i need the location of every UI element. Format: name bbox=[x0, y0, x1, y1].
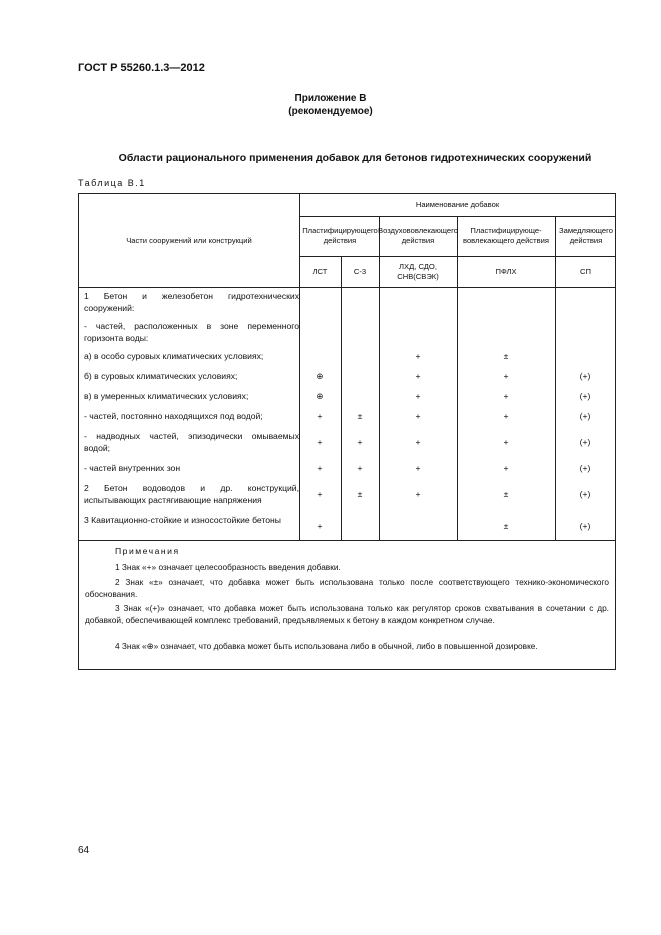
row-text: б) в суровых климатических условиях; bbox=[84, 371, 238, 381]
cell-mark: (+) bbox=[579, 411, 591, 421]
cell-mark: (+) bbox=[579, 489, 591, 499]
cell-mark: ± bbox=[503, 521, 509, 531]
note-item: 2 Знак «±» означает, что добавка может быть использована только после соответствующего технико-экономического обоснования. bbox=[85, 577, 609, 599]
note-item: 3 Знак «(+)» означает, что добавка может быть использована только как регулятор сроков схватывания в сочетании с др. добавкой, обеспечивающей комплекс требований, предъявляемых к бетону в каждом конкретном случае. bbox=[85, 603, 609, 625]
section-heading: Области рационального применения добавок для бетонов гидротехнических сооружений bbox=[118, 152, 592, 164]
cell-mark: (+) bbox=[579, 391, 591, 401]
cell-mark: (+) bbox=[579, 371, 591, 381]
code-pflh: ПФЛХ bbox=[495, 266, 517, 276]
row-text: в) в умеренных климатических условиях; bbox=[84, 391, 249, 401]
cell-mark: (+) bbox=[579, 437, 591, 447]
cell-mark: + bbox=[317, 411, 323, 421]
code-lhd: ЛХД, СДО, СНВ(СВЭК) bbox=[397, 261, 439, 281]
cell-mark: + bbox=[415, 489, 421, 499]
cell-mark: + bbox=[357, 463, 363, 473]
row-text: - частей, постоянно находящихся под водой; bbox=[84, 411, 263, 421]
group-retarding: Замедляющего действия bbox=[559, 226, 613, 245]
cell-mark: + bbox=[415, 351, 421, 361]
circled-plus-icon: ⊕ bbox=[316, 371, 324, 381]
note-item: 1 Знак «+» означает целесообразность введения добавки. bbox=[115, 562, 341, 572]
group-plast-air: Пластифицирующе-вовлекающего действия bbox=[463, 226, 549, 245]
standard-code: ГОСТ Р 55260.1.3—2012 bbox=[78, 62, 205, 74]
cell-mark: ± bbox=[357, 411, 363, 421]
code-s3: С-3 bbox=[353, 266, 367, 276]
row-text: а) в особо суровых климатических условиях; bbox=[84, 351, 264, 361]
cell-mark: + bbox=[415, 437, 421, 447]
appendix-subtitle: (рекомендуемое) bbox=[288, 106, 373, 117]
cell-mark: ± bbox=[357, 489, 363, 499]
cell-mark: + bbox=[503, 391, 509, 401]
row-text: - частей внутренних зон bbox=[84, 463, 181, 473]
row-text: - частей, расположенных в зоне переменного горизонта воды: bbox=[84, 321, 299, 343]
cell-mark: + bbox=[415, 391, 421, 401]
page-number: 64 bbox=[78, 845, 90, 856]
appendix-heading bbox=[0, 92, 661, 118]
cell-mark: + bbox=[357, 437, 363, 447]
cell-mark: + bbox=[317, 437, 323, 447]
circled-plus-icon: ⊕ bbox=[316, 391, 324, 401]
cell-mark: + bbox=[503, 411, 509, 421]
notes-title: Примечания bbox=[115, 546, 180, 556]
cell-mark: + bbox=[415, 463, 421, 473]
group-air-entraining: Воздухововлекающего действия bbox=[378, 226, 458, 245]
note-item: 4 Знак «⊕» означает, что добавка может быть использована либо в обычной, либо в повышенной дозировке. bbox=[115, 641, 538, 651]
cell-mark: + bbox=[317, 463, 323, 473]
cell-mark: + bbox=[317, 521, 323, 531]
cell-mark: (+) bbox=[579, 521, 591, 531]
cell-mark: + bbox=[415, 411, 421, 421]
row-text: 1 Бетон и железобетон гидротехнических сооружений: bbox=[84, 291, 299, 313]
cell-mark: + bbox=[503, 463, 509, 473]
code-lst: ЛСТ bbox=[312, 266, 328, 276]
cell-mark: + bbox=[503, 437, 509, 447]
header-additive-names: Наименование добавок bbox=[415, 200, 500, 209]
group-plasticizing: Пластифицирующего действия bbox=[302, 226, 378, 245]
additives-table bbox=[78, 193, 616, 670]
cell-mark: + bbox=[415, 371, 421, 381]
appendix-title: Приложение В bbox=[294, 93, 367, 104]
cell-mark: (+) bbox=[579, 463, 591, 473]
code-sp: СП bbox=[580, 266, 591, 276]
cell-mark: + bbox=[503, 371, 509, 381]
cell-mark: ± bbox=[503, 489, 509, 499]
row-text: 3 Кавитационно-стойкие и износостойкие бетоны bbox=[84, 515, 281, 525]
cell-mark: ± bbox=[503, 351, 509, 361]
table-label: Таблица В.1 bbox=[78, 178, 146, 188]
header-parts: Части сооружений или конструкций bbox=[126, 235, 252, 245]
row-text: - надводных частей, эпизодически омываемых водой; bbox=[84, 431, 299, 453]
cell-mark: + bbox=[317, 489, 323, 499]
row-text: 2 Бетон водоводов и др. конструкций, испытывающих растягивающие напряжения bbox=[84, 483, 299, 505]
